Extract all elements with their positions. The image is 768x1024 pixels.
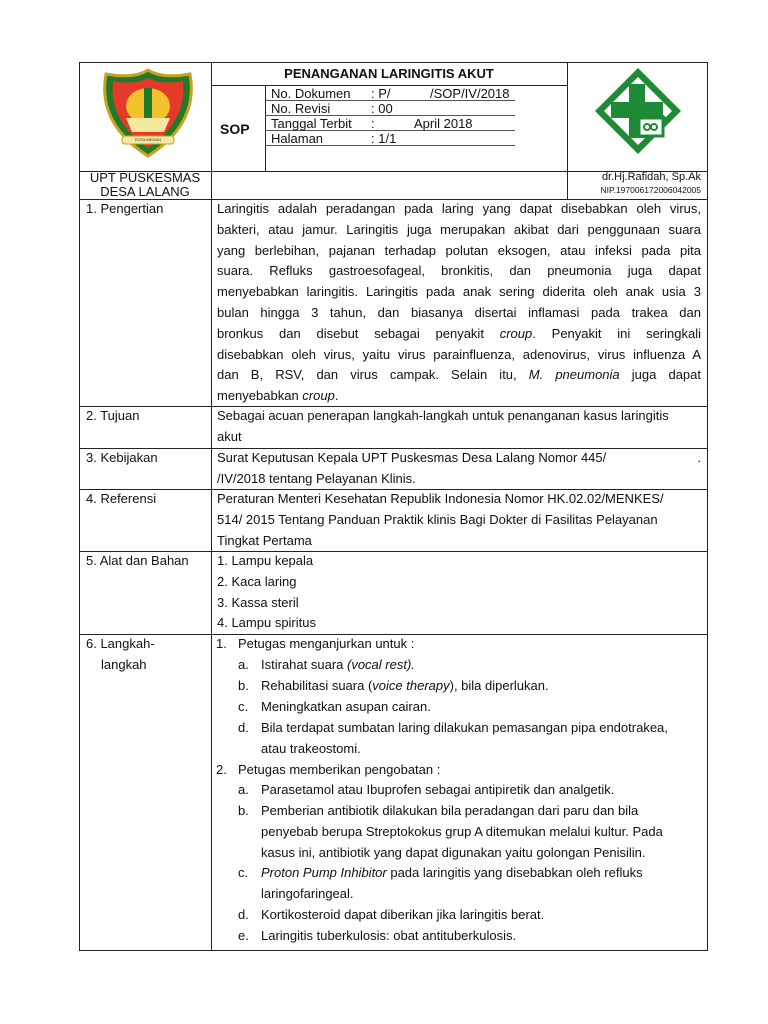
pengertian-term: croup (499, 325, 533, 341)
substep-item (238, 905, 698, 926)
kebijakan-line: /IV/2018 tentang Pelayanan Klinis. (217, 470, 416, 486)
substep-term: Proton Pump Inhibitor (261, 865, 387, 880)
kebijakan-dot: . (697, 450, 701, 465)
meta-val-dokumen: /SOP/IV/2018 (430, 86, 510, 101)
logo-ribbon-text: KOTA MEDAN (135, 137, 161, 142)
substep-text: Kortikosteroid dapat diberikan jika laringitis berat. (261, 907, 545, 922)
substep-line: kasus ini, antibiotik yang dapat digunakan yaitu golongan Penisilin. (261, 844, 646, 860)
substep-text-part: ), bila diperlukan. (449, 678, 549, 693)
substep-term: (vocal rest). (347, 657, 415, 672)
kebijakan-text: Surat Keputusan Kepala UPT Puskesmas Desa Lalang Nomor 445/ (217, 450, 607, 465)
substep-item (238, 676, 698, 697)
sop-divider (265, 85, 266, 171)
substep-line: penyebab berupa Streptokokus grup A ditemukan melalui kultur. Pada (261, 823, 663, 839)
substep-text-part: pada laringitis yang disebabkan oleh refluks (386, 865, 643, 880)
substep-key: a. (238, 657, 249, 672)
pengertian-text: . Penyakit ini seringkali (532, 325, 701, 341)
pengertian-text: menyebabkan (217, 388, 303, 404)
substep-line: atau trakeostomi. (261, 740, 361, 756)
substep-line: Bila terdapat sumbatan laring dilakukan pemasangan pipa endotrakea, (261, 720, 668, 735)
section-label-langkah (86, 634, 155, 676)
alat-item: 3. Kassa steril (217, 594, 299, 610)
referensi-line: Peraturan Menteri Kesehatan Republik Indonesia Nomor HK.02.02/MENKES/ (217, 491, 664, 506)
meta-sep-halaman: : 1/1 (371, 131, 397, 146)
pengertian-line: Laringitis adalah peradangan pada laring yang dapat disebabkan oleh virus, (217, 201, 701, 216)
section-body-kebijakan (217, 448, 701, 490)
pengertian-text: dan B, RSV, dan virus campak. Selain itu, (217, 367, 529, 383)
signer (567, 171, 701, 197)
meta-sep-tanggal: : (371, 116, 375, 131)
substep-text (261, 863, 698, 905)
pengertian-text: . (334, 388, 339, 404)
alat-item: 4. Lampu spiritus (217, 615, 316, 631)
substep-text (261, 801, 698, 863)
pengertian-line: bulan hingga 3 tahun, dan biasanya disertai inflamasi pada trakea dan (217, 304, 701, 320)
substep-line: Pemberian antibiotik dilakukan bila peradangan dari paru dan bila (261, 803, 639, 818)
pengertian-term: croup (302, 388, 335, 404)
pengertian-line: menyebabkan laringitis. Laringitis pada anak sering diderita oleh anak usia 3 (217, 284, 701, 300)
substep-text: Laringitis tuberkulosis: obat antituberkulosis. (261, 928, 517, 943)
signer-name: dr.Hj.Rafidah, Sp.Ak (601, 171, 701, 183)
substep-term: voice therapy (372, 678, 450, 693)
meta-sep-dokumen: : P/ (371, 86, 391, 101)
pengertian-line (217, 324, 701, 345)
frame-top (79, 62, 708, 63)
substep-item (238, 801, 698, 864)
substep-key: b. (238, 803, 249, 818)
substep-item (238, 718, 698, 760)
pengertian-line: suara. Refluks gastroesofageal, bronkitis, dan pneumonia juga dapat (217, 263, 701, 279)
meta-val-tanggal: April 2018 (414, 116, 473, 131)
substep-key: b. (238, 678, 249, 693)
substep-item (238, 655, 698, 676)
substep-text (261, 718, 698, 760)
alat-item: 2. Kaca laring (217, 573, 297, 589)
langkah-label-line: 6. Langkah- (86, 636, 155, 651)
substep-item (238, 926, 698, 947)
section-label-kebijakan: 3. Kebijakan (86, 450, 158, 465)
pengertian-line (217, 365, 701, 386)
sop-label: SOP (220, 121, 250, 137)
substep-key: d. (238, 907, 249, 922)
pengertian-line: bakteri, atau jamur. Laringitis juga merupakan akibat dari penggunaan suara (217, 221, 701, 237)
substep-text: Parasetamol atau Ibuprofen sebagai antipiretik dan analgetik. (261, 782, 615, 797)
substep-line (261, 863, 698, 884)
tujuan-line: akut (217, 428, 242, 444)
kota-medan-logo (98, 66, 198, 162)
substep-key: a. (238, 782, 249, 797)
substep-key: d. (238, 720, 249, 735)
substep-text-part: Rehabilitasi suara ( (261, 678, 373, 693)
substep-text-part: Istirahat suara (261, 657, 347, 672)
step-number: 2. (216, 762, 227, 777)
substep-item (238, 780, 698, 801)
puskesmas-logo (593, 66, 683, 156)
document-title: PENANGANAN LARINGITIS AKUT (284, 66, 494, 81)
substep-key: e. (238, 928, 249, 943)
pengertian-text: bronkus dan disebut sebagai penyakit (217, 325, 500, 341)
step-number: 1. (216, 636, 227, 651)
frame-right (707, 62, 708, 951)
section-label-referensi: 4. Referensi (86, 491, 157, 506)
step-text: Petugas menganjurkan untuk : (238, 636, 415, 651)
substep-item (238, 697, 698, 718)
section-label-alat: 5. Alat dan Bahan (86, 553, 189, 568)
referensi-line: Tingkat Pertama (217, 532, 312, 548)
substep-line: laringofaringeal. (261, 885, 354, 901)
langkah-label-line: langkah (101, 656, 147, 672)
org-name (79, 171, 211, 199)
section-body-tujuan (217, 406, 701, 448)
meta-key-halaman: Halaman (271, 131, 324, 146)
section-body-pengertian (217, 199, 701, 407)
pengertian-line: yang berlebihan, pajanan terhadap polutan eksogen, atau infeksi pada pita (217, 242, 701, 258)
section-label-pengertian: 1. Pengertian (86, 201, 164, 216)
pengertian-line (217, 386, 701, 407)
org-line-2: DESA LALANG (100, 184, 190, 199)
tujuan-line: Sebagai acuan penerapan langkah-langkah untuk penanganan kasus laringitis (217, 408, 669, 423)
section-body-referensi (217, 489, 701, 551)
col-divider (211, 62, 212, 950)
substep-text (261, 676, 698, 697)
section-body-alat (217, 551, 701, 634)
signer-nip: NIP.197006172006042005 (600, 185, 701, 195)
substep-text (261, 655, 698, 676)
referensi-line: 514/ 2015 Tentang Panduan Praktik klinis Bagi Dokter di Fasilitas Pelayanan (217, 511, 658, 527)
substep-key: c. (238, 699, 249, 714)
step-text: Petugas memberikan pengobatan : (238, 762, 441, 777)
pengertian-line: disebabkan oleh virus, yaitu virus parainfluenza, adenovirus, virus influenza A (217, 346, 701, 362)
step-item (216, 634, 701, 655)
substep-text: Meningkatkan asupan cairan. (261, 699, 431, 714)
meta-sep-revisi: : 00 (371, 101, 393, 116)
meta-key-dokumen: No. Dokumen (271, 86, 351, 101)
meta-key-tanggal: Tanggal Terbit (271, 116, 352, 131)
section-label-tujuan: 2. Tujuan (86, 408, 140, 423)
kebijakan-line (217, 448, 701, 469)
pengertian-term: M. pneumonia (528, 367, 620, 383)
org-line-1: UPT PUSKESMAS (89, 170, 201, 185)
frame-bottom (79, 950, 708, 951)
substep-item (238, 863, 698, 905)
substep-key: c. (238, 865, 249, 880)
alat-item: 1. Lampu kepala (217, 553, 314, 568)
pengertian-text: juga dapat (619, 367, 701, 383)
meta-key-revisi: No. Revisi (271, 101, 331, 116)
step-item (216, 760, 701, 781)
